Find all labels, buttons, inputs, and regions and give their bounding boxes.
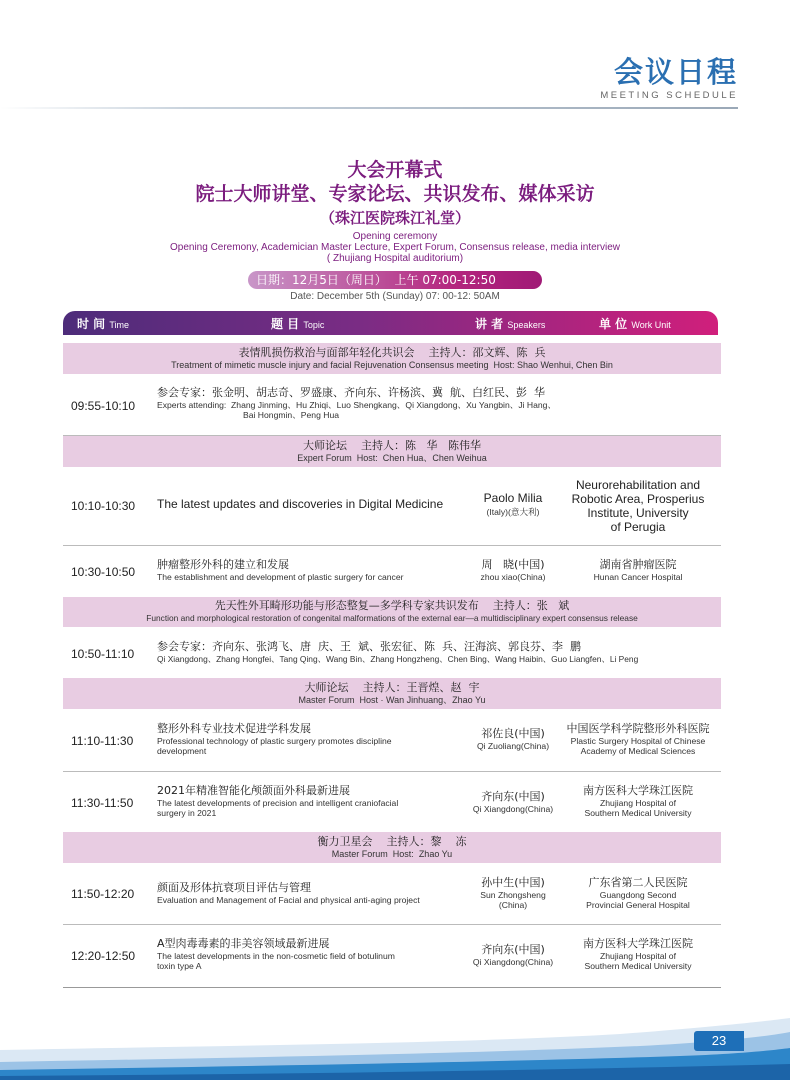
row-unit-en-2: Academy of Medical Sciences — [580, 746, 696, 756]
row-unit-cn: 南方医科大学珠江医院 — [583, 784, 693, 797]
session-en-1: Opening ceremony — [352, 231, 438, 242]
section-header — [63, 832, 721, 863]
section-header — [63, 597, 721, 627]
section-header — [63, 678, 721, 709]
row-topic — [157, 881, 420, 905]
row-unit — [563, 722, 713, 756]
row-speaker-en-2: (China) — [498, 900, 528, 910]
row-topic-en-2: toxin type A — [157, 961, 202, 971]
row-speaker — [463, 943, 563, 967]
col-speakers-header: 讲 者 Speakers — [475, 317, 546, 331]
schedule-row — [63, 467, 721, 546]
session-en-2: Opening Ceremony, Academician Master Lecture, Expert Forum, Consensus release, media interview — [169, 242, 621, 253]
row-topic-en: Qi Xiangdong、Zhang Hongfei、Tang Qing、Wang Bin、Zhang Hongzheng、Chen Bing、Wang Haibin、Guo Liangfen、Li Peng — [157, 654, 639, 664]
col-time-header: 时 间 Time — [77, 317, 130, 331]
row-topic-en-2: Bai Hongmin、Peng Hua — [243, 410, 340, 420]
row-unit-en: Zhujiang Hospital of — [600, 798, 676, 808]
row-speaker-en: Qi Zuoliang(China) — [476, 741, 550, 751]
row-topic-en: The latest updates and discoveries in Digital Medicine — [157, 497, 444, 511]
schedule-row — [63, 374, 721, 436]
row-topic — [157, 784, 398, 818]
row-topic — [157, 722, 392, 756]
row-unit — [563, 558, 713, 582]
row-topic — [157, 386, 556, 420]
section-title-cn: 大师论坛 主持人：王晋煌、赵 宇 — [304, 681, 480, 694]
section-title-cn: 衡力卫星会 主持人：黎 冻 — [317, 835, 467, 848]
section-title-cn: 表情肌损伤救治与面部年轻化共识会 主持人：邵文辉、陈 兵 — [238, 346, 546, 359]
page-header-subtitle: MEETING SCHEDULE — [600, 90, 738, 101]
row-speaker-en: zhou xiao(China) — [480, 572, 546, 582]
schedule-row — [63, 925, 721, 987]
row-unit-cn: 南方医科大学珠江医院 — [583, 937, 693, 950]
row-topic-en: The latest developments in the non-cosmetic field of botulinum — [157, 951, 395, 961]
row-speaker-name: 齐向东(中国) — [481, 790, 545, 803]
row-unit-en: Hunan Cancer Hospital — [593, 572, 683, 582]
date-banner: 日期：12月5日（周日） 上午 07:00-12:50 — [248, 271, 542, 289]
section-title-en: Function and morphological restoration of congenital malformations of the external ear—a multidisciplinary expert consensus release — [146, 613, 638, 623]
row-topic-cn: 参会专家：张金明、胡志奇、罗盛康、齐向东、许杨滨、冀 航、白红民、彭 华 — [157, 386, 545, 399]
row-time: 11:10-11:30 — [71, 734, 134, 748]
row-topic-cn: 肿瘤整形外科的建立和发展 — [157, 558, 289, 571]
row-topic-en: Professional technology of plastic surgery promotes discipline — [157, 736, 392, 746]
section-title-en: Master Forum Host: Zhao Yu — [331, 849, 453, 859]
row-unit — [563, 478, 713, 534]
row-unit-en: Plastic Surgery Hospital of Chinese — [570, 736, 706, 746]
row-topic-en: Experts attending: Zhang Jinming、Hu Zhiqi、Luo Shengkang、Qi Xiangdong、Xu Yangbin、Ji Hang、 — [157, 400, 557, 410]
row-unit-line: Institute, University — [587, 506, 689, 520]
row-time: 11:30-11:50 — [71, 796, 134, 810]
row-unit-line: of Perugia — [610, 520, 666, 534]
row-speaker — [463, 727, 563, 751]
row-unit-cn: 广东省第二人民医院 — [588, 876, 688, 889]
row-topic — [157, 558, 403, 582]
row-time: 10:10-10:30 — [71, 499, 136, 513]
row-time: 11:50-12:20 — [71, 887, 135, 901]
page-number: 23 — [694, 1031, 744, 1051]
schedule-table-header — [63, 311, 718, 335]
table-bottom-border — [63, 987, 721, 988]
row-topic-en-2: surgery in 2021 — [157, 808, 217, 818]
row-speaker-en: Sun Zhongsheng — [480, 890, 546, 900]
row-time: 09:55-10:10 — [71, 399, 136, 413]
section-header — [63, 436, 721, 467]
schedule-row — [63, 709, 721, 772]
row-topic — [157, 937, 395, 971]
schedule-row — [63, 863, 721, 925]
col-unit-header: 单 位 Work Unit — [599, 317, 671, 331]
session-title-1: 大会开幕式 — [347, 159, 443, 181]
row-topic-cn: A型肉毒毒素的非美容领域最新进展 — [157, 937, 330, 950]
page-header-title: 会议日程 — [613, 55, 738, 89]
row-speaker — [463, 491, 563, 517]
row-topic-en: Evaluation and Management of Facial and physical anti-aging project — [157, 895, 420, 905]
row-unit — [563, 937, 713, 971]
row-time: 12:20-12:50 — [71, 949, 136, 963]
row-speaker-en: Qi Xiangdong(China) — [472, 804, 554, 814]
row-speaker — [463, 876, 563, 910]
schedule-row — [63, 546, 721, 597]
row-speaker-name: 齐向东(中国) — [481, 943, 545, 956]
row-unit-en: Guangdong Second — [599, 890, 677, 900]
row-unit-en-2: Southern Medical University — [584, 808, 692, 818]
row-time: 10:50-11:10 — [71, 647, 135, 661]
row-topic-cn: 参会专家：齐向东、张鸿飞、唐 庆、王 斌、张宏征、陈 兵、汪海滨、郭良芬、李 鹏 — [157, 640, 581, 653]
section-header — [63, 343, 721, 374]
row-unit — [563, 876, 713, 910]
date-english: Date: December 5th (Sunday) 07: 00-12: 50AM — [290, 291, 500, 302]
row-unit-en-2: Provincial General Hospital — [586, 900, 690, 910]
row-speaker-en: Qi Xiangdong(China) — [472, 957, 554, 967]
row-topic-cn: 2021年精准智能化颅颌面外科最新进展 — [157, 784, 350, 797]
schedule-row — [63, 627, 721, 678]
header-divider — [0, 107, 738, 109]
footer-wave-decoration — [0, 1016, 790, 1080]
session-venue: （珠江医院珠江礼堂） — [319, 209, 470, 227]
row-topic-en-2: development — [157, 746, 207, 756]
row-unit-cn: 湖南省肿瘤医院 — [599, 558, 677, 571]
row-unit — [563, 784, 713, 818]
row-unit-en: Zhujiang Hospital of — [600, 951, 676, 961]
row-topic-en: The latest developments of precision and intelligent craniofacial — [157, 798, 399, 808]
row-time: 10:30-10:50 — [71, 565, 136, 579]
session-en-venue: ( Zhujiang Hospital auditorium) — [326, 253, 464, 264]
row-unit-line: Robotic Area, Prosperius — [571, 492, 705, 506]
col-topic-header: 题 目 Topic — [271, 317, 325, 331]
section-title-en: Treatment of mimetic muscle injury and facial Rejuvenation Consensus meeting Host: Shao Wenhui, Chen Bin — [171, 360, 613, 370]
row-speaker — [463, 558, 563, 582]
row-speaker-country: (Italy)(意大利) — [486, 507, 540, 517]
row-topic — [157, 497, 443, 511]
row-unit-cn: 中国医学科学院整形外科医院 — [566, 722, 710, 735]
session-titles — [0, 158, 790, 264]
row-speaker-name: 周 晓(中国) — [481, 558, 545, 571]
row-topic-cn: 颜面及形体抗衰项目评估与管理 — [157, 881, 311, 894]
section-title-en: Expert Forum Host: Chen Hua、Chen Weihua — [297, 453, 487, 463]
session-title-2: 院士大师讲堂、专家论坛、共识发布、媒体采访 — [195, 183, 595, 205]
row-topic — [157, 640, 638, 664]
row-speaker-name: 孙中生(中国) — [481, 876, 545, 889]
row-topic-cn: 整形外科专业技术促进学科发展 — [157, 722, 311, 735]
row-unit-line: Neurorehabilitation and — [575, 478, 701, 492]
section-title-cn: 大师论坛 主持人：陈 华 陈伟华 — [303, 439, 481, 452]
row-topic-en: The establishment and development of plastic surgery for cancer — [157, 572, 404, 582]
section-title-cn: 先天性外耳畸形功能与形态整复—多学科专家共识发布 主持人：张 斌 — [214, 599, 570, 612]
schedule-row — [63, 772, 721, 832]
row-speaker — [463, 790, 563, 814]
row-speaker-name: Paolo Milia — [483, 491, 543, 505]
row-unit-en-2: Southern Medical University — [584, 961, 692, 971]
section-title-en: Master Forum Host · Wan Jinhuang、Zhao Yu — [298, 695, 486, 705]
row-speaker-name: 祁佐良(中国) — [481, 727, 545, 740]
